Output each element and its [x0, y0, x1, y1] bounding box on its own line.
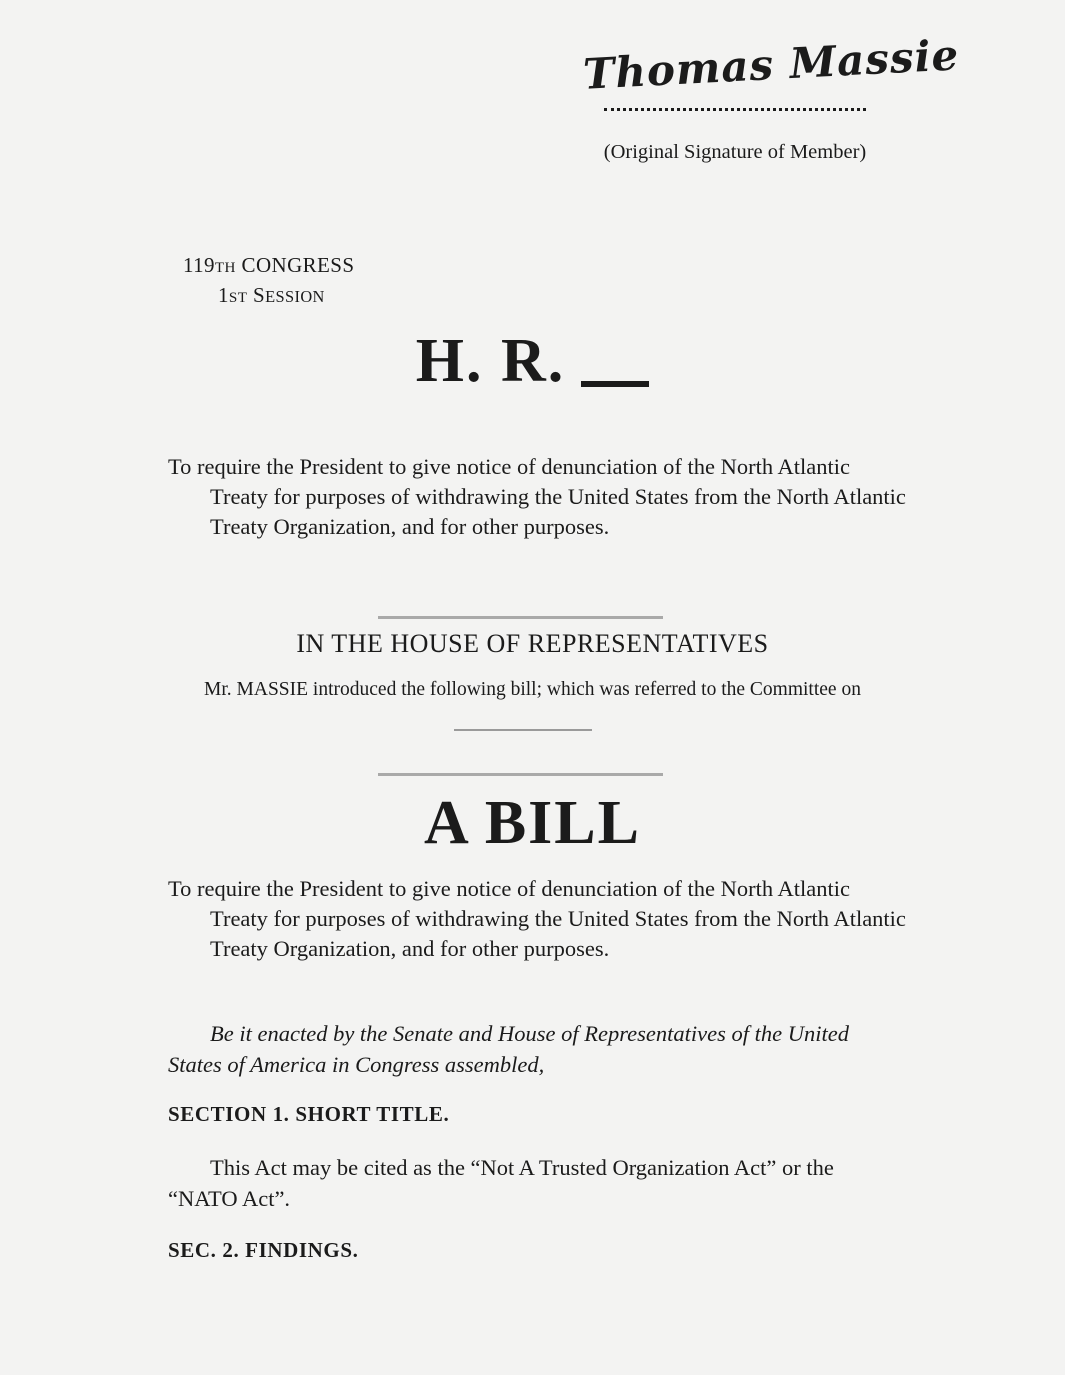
section-1-text: This Act may be cited as the “Not A Trusted Organization Act” or the “NATO Act”. — [168, 1155, 834, 1211]
congress-ordinal: TH — [214, 260, 236, 276]
bill-number-blank — [581, 381, 649, 387]
introduction-line: Mr. MASSIE introduced the following bill; which was referred to the Committee on — [204, 679, 861, 700]
a-bill-heading: A BILL — [423, 789, 642, 857]
horizontal-rule-bill — [378, 773, 663, 776]
congress-word: CONGRESS — [241, 253, 355, 277]
congress-session-header — [183, 252, 354, 312]
session-ordinal: ST — [228, 290, 248, 306]
signature-dotted-line — [604, 108, 866, 111]
chamber-heading: IN THE HOUSE OF REPRESENTATIVES — [296, 629, 769, 658]
congress-number: 119 — [183, 253, 215, 277]
signature-block — [581, 30, 961, 164]
horizontal-rule-top — [378, 616, 663, 619]
long-title-preamble: To require the President to give notice of denunciation of the North Atlantic Treaty for purposes of withdrawing the United States from the North Atlantic Treaty Organization, and for other purposes. — [168, 454, 906, 539]
member-signature: Thomas Massie — [581, 30, 961, 99]
long-title: To require the President to give notice of denunciation of the North Atlantic Treaty for purposes of withdrawing the United States from the North Atlantic Treaty Organization, and for other purposes. — [168, 876, 906, 961]
section-1-heading: SECTION 1. SHORT TITLE. — [168, 1102, 450, 1126]
section-2-heading: SEC. 2. FINDINGS. — [168, 1238, 359, 1262]
session-line — [183, 282, 354, 312]
session-word-initial: S — [253, 283, 266, 307]
enacting-clause: Be it enacted by the Senate and House of Representatives of the United States of America in Congress assembled, — [168, 1021, 849, 1077]
session-number: 1 — [218, 283, 229, 307]
committee-blank-line — [454, 729, 592, 731]
session-word-rest: ESSION — [265, 287, 325, 306]
bill-designation — [0, 326, 1065, 397]
bill-designation-text: H. R. — [415, 327, 566, 395]
congress-line — [183, 252, 354, 282]
signature-caption: (Original Signature of Member) — [603, 141, 867, 163]
